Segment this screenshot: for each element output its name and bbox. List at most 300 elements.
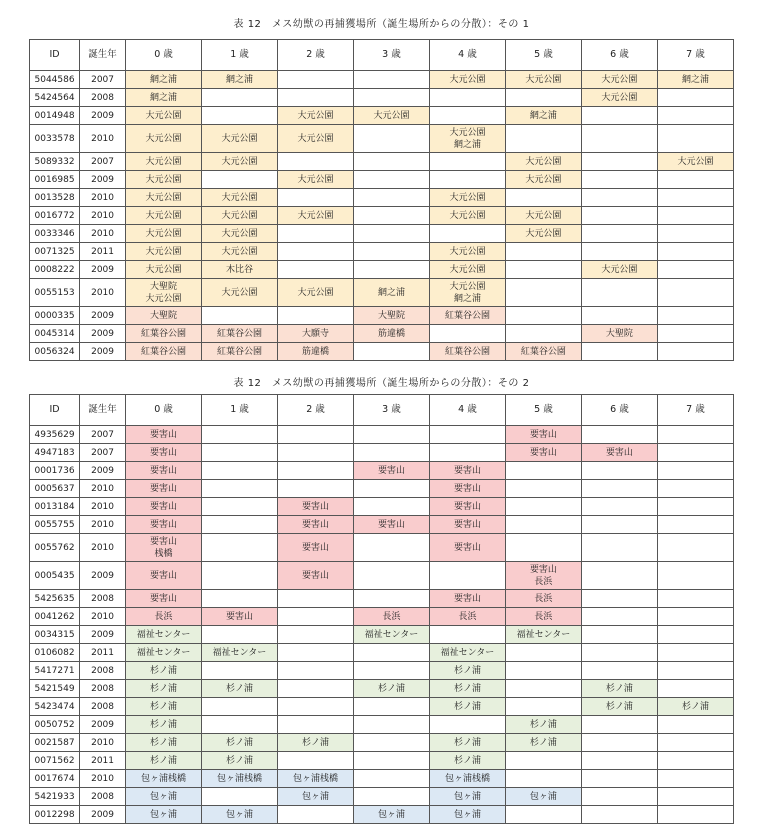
- location-cell: 杉ノ浦: [505, 734, 581, 752]
- location-cell: 要害山: [505, 444, 581, 462]
- location-cell: 包ヶ浦桟橋: [202, 770, 278, 788]
- table-row: [30, 325, 734, 343]
- location-cell: [581, 480, 657, 498]
- location-cell: 杉ノ浦: [126, 716, 202, 734]
- location-cell: [581, 426, 657, 444]
- location-cell: [277, 462, 353, 480]
- location-cell: 要害山: [126, 426, 202, 444]
- location-cell: [657, 806, 733, 824]
- location-cell: [277, 626, 353, 644]
- column-header: 2 歳: [277, 395, 353, 426]
- table-row: [30, 680, 734, 698]
- column-header: ID: [30, 40, 80, 71]
- birth-year-cell: 2010: [80, 225, 126, 243]
- id-cell: 4947183: [30, 444, 80, 462]
- table-row: [30, 752, 734, 770]
- location-cell: 大聖院: [581, 325, 657, 343]
- location-cell: [581, 662, 657, 680]
- table-row: [30, 626, 734, 644]
- location-cell: 大聖院: [353, 307, 429, 325]
- id-cell: 0034315: [30, 626, 80, 644]
- column-header: 3 歳: [353, 40, 429, 71]
- location-cell: 要害山: [126, 444, 202, 462]
- id-cell: 0012298: [30, 806, 80, 824]
- birth-year-cell: 2008: [80, 698, 126, 716]
- location-cell: [353, 644, 429, 662]
- location-cell: [505, 480, 581, 498]
- location-cell: 大元公園: [429, 261, 505, 279]
- id-cell: 5417271: [30, 662, 80, 680]
- birth-year-cell: 2010: [80, 189, 126, 207]
- location-cell: 大元公園: [126, 189, 202, 207]
- location-cell: [657, 498, 733, 516]
- location-cell: [657, 207, 733, 225]
- location-cell: [581, 498, 657, 516]
- location-cell: 要害山: [277, 534, 353, 562]
- location-cell: [657, 644, 733, 662]
- location-cell: [429, 325, 505, 343]
- location-cell: [353, 534, 429, 562]
- id-cell: 5089332: [30, 153, 80, 171]
- location-cell: 大元公園: [126, 225, 202, 243]
- location-cell: [581, 207, 657, 225]
- location-cell: [353, 444, 429, 462]
- location-cell: 大元公園: [126, 243, 202, 261]
- location-cell: [429, 171, 505, 189]
- location-cell: [353, 243, 429, 261]
- location-cell: [429, 153, 505, 171]
- location-cell: 大元公園: [505, 71, 581, 89]
- location-cell: [581, 734, 657, 752]
- table-row: [30, 562, 734, 590]
- location-cell: 福祉センター: [505, 626, 581, 644]
- location-cell: [581, 225, 657, 243]
- column-header: 7 歳: [657, 40, 733, 71]
- column-header: ID: [30, 395, 80, 426]
- table-row: [30, 125, 734, 153]
- recapture-table-part1: [29, 39, 734, 361]
- birth-year-cell: 2008: [80, 590, 126, 608]
- location-cell: 包ヶ浦: [353, 806, 429, 824]
- location-cell: 杉ノ浦: [126, 662, 202, 680]
- location-cell: 大元公園: [581, 261, 657, 279]
- table-row: [30, 189, 734, 207]
- location-cell: 福祉センター: [202, 644, 278, 662]
- location-cell: 大元公園: [505, 225, 581, 243]
- location-cell: [277, 716, 353, 734]
- location-cell: 要害山: [353, 516, 429, 534]
- location-cell: 大元公園: [202, 279, 278, 307]
- id-cell: 0001736: [30, 462, 80, 480]
- location-cell: 大元公園: [429, 243, 505, 261]
- id-cell: 5421549: [30, 680, 80, 698]
- id-cell: 0033578: [30, 125, 80, 153]
- location-cell: [581, 243, 657, 261]
- table-row: [30, 171, 734, 189]
- table2-header-row: [30, 395, 734, 426]
- location-cell: 大元公園: [126, 171, 202, 189]
- location-cell: [657, 716, 733, 734]
- location-cell: [202, 498, 278, 516]
- birth-year-cell: 2008: [80, 788, 126, 806]
- location-cell: 要害山: [429, 534, 505, 562]
- location-cell: 長浜: [505, 608, 581, 626]
- location-cell: 筋違橋: [277, 343, 353, 361]
- location-cell: [657, 534, 733, 562]
- birth-year-cell: 2008: [80, 662, 126, 680]
- location-cell: [581, 125, 657, 153]
- location-cell: [202, 626, 278, 644]
- location-cell: 杉ノ浦: [126, 680, 202, 698]
- location-cell: 要害山: [429, 516, 505, 534]
- table-row: [30, 788, 734, 806]
- location-cell: [353, 770, 429, 788]
- column-header: 0 歳: [126, 40, 202, 71]
- location-cell: 杉ノ浦: [277, 734, 353, 752]
- location-cell: 包ヶ浦: [429, 788, 505, 806]
- location-cell: 包ヶ浦桟橋: [126, 770, 202, 788]
- location-cell: 大元公園: [126, 207, 202, 225]
- location-cell: [353, 480, 429, 498]
- table-row: [30, 480, 734, 498]
- location-cell: [505, 770, 581, 788]
- location-cell: 紅葉谷公園: [202, 325, 278, 343]
- location-cell: [353, 125, 429, 153]
- location-cell: [505, 189, 581, 207]
- table-row: [30, 307, 734, 325]
- location-cell: [277, 752, 353, 770]
- location-cell: [202, 534, 278, 562]
- id-cell: 0071562: [30, 752, 80, 770]
- table-row: [30, 590, 734, 608]
- location-cell: 杉ノ浦: [126, 734, 202, 752]
- location-cell: [353, 207, 429, 225]
- id-cell: 0017674: [30, 770, 80, 788]
- location-cell: 要害山: [429, 462, 505, 480]
- location-cell: 網之浦: [505, 107, 581, 125]
- table-row: [30, 207, 734, 225]
- location-cell: 筋違橋: [353, 325, 429, 343]
- location-cell: 長浜: [353, 608, 429, 626]
- location-cell: [657, 307, 733, 325]
- location-cell: 木比谷: [202, 261, 278, 279]
- location-cell: [202, 89, 278, 107]
- location-cell: 福祉センター: [429, 644, 505, 662]
- birth-year-cell: 2008: [80, 680, 126, 698]
- location-cell: [277, 590, 353, 608]
- birth-year-cell: 2010: [80, 480, 126, 498]
- location-cell: 大元公園: [353, 107, 429, 125]
- location-cell: [353, 788, 429, 806]
- id-cell: 5423474: [30, 698, 80, 716]
- location-cell: [202, 444, 278, 462]
- birth-year-cell: 2010: [80, 608, 126, 626]
- location-cell: 網之浦: [126, 89, 202, 107]
- table-row: [30, 734, 734, 752]
- location-cell: 杉ノ浦: [657, 698, 733, 716]
- location-cell: [657, 680, 733, 698]
- table-row: [30, 644, 734, 662]
- location-cell: [277, 89, 353, 107]
- table-row: [30, 89, 734, 107]
- location-cell: [202, 562, 278, 590]
- location-cell: [505, 698, 581, 716]
- location-cell: [657, 734, 733, 752]
- location-cell: [202, 698, 278, 716]
- id-cell: 0005637: [30, 480, 80, 498]
- location-cell: 大元公園 網之浦: [429, 279, 505, 307]
- location-cell: 要害山: [429, 480, 505, 498]
- location-cell: [429, 225, 505, 243]
- table-row: [30, 225, 734, 243]
- location-cell: [505, 662, 581, 680]
- location-cell: [353, 716, 429, 734]
- location-cell: 網之浦: [202, 71, 278, 89]
- birth-year-cell: 2009: [80, 261, 126, 279]
- table-row: [30, 716, 734, 734]
- id-cell: 5044586: [30, 71, 80, 89]
- location-cell: [657, 752, 733, 770]
- location-cell: [277, 189, 353, 207]
- location-cell: [353, 498, 429, 516]
- location-cell: 長浜: [429, 608, 505, 626]
- location-cell: 要害山: [353, 462, 429, 480]
- location-cell: [277, 644, 353, 662]
- location-cell: [657, 325, 733, 343]
- location-cell: 包ヶ浦: [202, 806, 278, 824]
- location-cell: [581, 562, 657, 590]
- location-cell: 要害山: [126, 590, 202, 608]
- location-cell: [277, 307, 353, 325]
- id-cell: 0005435: [30, 562, 80, 590]
- recapture-table-part2: [29, 394, 734, 824]
- location-cell: [429, 107, 505, 125]
- table-row: [30, 698, 734, 716]
- location-cell: [202, 480, 278, 498]
- table-row: [30, 153, 734, 171]
- location-cell: [657, 225, 733, 243]
- location-cell: 大聖院: [126, 307, 202, 325]
- location-cell: [353, 171, 429, 189]
- location-cell: 大元公園: [429, 71, 505, 89]
- location-cell: 杉ノ浦: [429, 680, 505, 698]
- location-cell: [353, 662, 429, 680]
- id-cell: 0013184: [30, 498, 80, 516]
- id-cell: 0050752: [30, 716, 80, 734]
- location-cell: [581, 770, 657, 788]
- column-header: 誕生年: [80, 40, 126, 71]
- location-cell: [505, 752, 581, 770]
- location-cell: [581, 189, 657, 207]
- location-cell: [353, 71, 429, 89]
- location-cell: 杉ノ浦: [126, 752, 202, 770]
- location-cell: [202, 307, 278, 325]
- location-cell: [657, 608, 733, 626]
- location-cell: 要害山: [126, 498, 202, 516]
- location-cell: [353, 261, 429, 279]
- column-header: 3 歳: [353, 395, 429, 426]
- location-cell: 杉ノ浦: [202, 680, 278, 698]
- table-row: [30, 426, 734, 444]
- birth-year-cell: 2010: [80, 207, 126, 225]
- id-cell: 0056324: [30, 343, 80, 361]
- column-header: 1 歳: [202, 40, 278, 71]
- location-cell: 要害山: [581, 444, 657, 462]
- location-cell: [657, 171, 733, 189]
- id-cell: 5425635: [30, 590, 80, 608]
- location-cell: 杉ノ浦: [505, 716, 581, 734]
- table-row: [30, 462, 734, 480]
- location-cell: [581, 608, 657, 626]
- location-cell: 杉ノ浦: [202, 752, 278, 770]
- birth-year-cell: 2010: [80, 498, 126, 516]
- location-cell: [581, 462, 657, 480]
- location-cell: 大元公園: [429, 207, 505, 225]
- table-row: [30, 279, 734, 307]
- id-cell: 0014948: [30, 107, 80, 125]
- location-cell: [657, 343, 733, 361]
- location-cell: 要害山: [126, 516, 202, 534]
- location-cell: [277, 153, 353, 171]
- location-cell: 杉ノ浦: [429, 698, 505, 716]
- location-cell: [657, 626, 733, 644]
- location-cell: [581, 307, 657, 325]
- location-cell: 要害山: [202, 608, 278, 626]
- table-row: [30, 534, 734, 562]
- location-cell: [657, 107, 733, 125]
- column-header: 5 歳: [505, 395, 581, 426]
- location-cell: 福祉センター: [353, 626, 429, 644]
- birth-year-cell: 2008: [80, 89, 126, 107]
- location-cell: 大元公園: [126, 125, 202, 153]
- birth-year-cell: 2009: [80, 107, 126, 125]
- birth-year-cell: 2009: [80, 806, 126, 824]
- location-cell: [353, 590, 429, 608]
- location-cell: [429, 89, 505, 107]
- location-cell: 包ヶ浦: [126, 806, 202, 824]
- location-cell: 要害山 桟橋: [126, 534, 202, 562]
- location-cell: [353, 89, 429, 107]
- location-cell: [505, 279, 581, 307]
- location-cell: [353, 426, 429, 444]
- location-cell: 要害山: [126, 462, 202, 480]
- location-cell: 大元公園 網之浦: [429, 125, 505, 153]
- location-cell: [277, 698, 353, 716]
- table-row: [30, 516, 734, 534]
- location-cell: [505, 680, 581, 698]
- location-cell: 紅葉谷公園: [505, 343, 581, 361]
- birth-year-cell: 2009: [80, 307, 126, 325]
- table-row: [30, 662, 734, 680]
- id-cell: 0021587: [30, 734, 80, 752]
- column-header: 6 歳: [581, 395, 657, 426]
- birth-year-cell: 2007: [80, 153, 126, 171]
- location-cell: 福祉センター: [126, 644, 202, 662]
- id-cell: 0055153: [30, 279, 80, 307]
- birth-year-cell: 2010: [80, 534, 126, 562]
- location-cell: [429, 562, 505, 590]
- location-cell: 大元公園: [202, 207, 278, 225]
- location-cell: [277, 806, 353, 824]
- location-cell: [581, 788, 657, 806]
- birth-year-cell: 2007: [80, 71, 126, 89]
- id-cell: 0016772: [30, 207, 80, 225]
- location-cell: [429, 716, 505, 734]
- location-cell: 大聖院 大元公園: [126, 279, 202, 307]
- birth-year-cell: 2010: [80, 770, 126, 788]
- location-cell: [657, 562, 733, 590]
- birth-year-cell: 2009: [80, 171, 126, 189]
- location-cell: [657, 444, 733, 462]
- location-cell: [657, 662, 733, 680]
- location-cell: 大元公園: [277, 279, 353, 307]
- location-cell: 包ヶ浦: [277, 788, 353, 806]
- table-row: [30, 261, 734, 279]
- id-cell: 4935629: [30, 426, 80, 444]
- location-cell: [657, 788, 733, 806]
- location-cell: [277, 261, 353, 279]
- location-cell: [657, 590, 733, 608]
- table1-header-row: [30, 40, 734, 71]
- location-cell: [202, 716, 278, 734]
- location-cell: 杉ノ浦: [429, 752, 505, 770]
- location-cell: [505, 125, 581, 153]
- location-cell: 大元公園: [277, 207, 353, 225]
- location-cell: [277, 444, 353, 462]
- location-cell: 長浜: [126, 608, 202, 626]
- id-cell: 0041262: [30, 608, 80, 626]
- column-header: 0 歳: [126, 395, 202, 426]
- birth-year-cell: 2010: [80, 734, 126, 752]
- location-cell: 杉ノ浦: [581, 698, 657, 716]
- table2-caption: 表 12 メス幼獣の再捕獲場所（誕生場所からの分散）：その 2: [233, 378, 530, 389]
- location-cell: 長浜: [505, 590, 581, 608]
- table1-body: [30, 71, 734, 361]
- location-cell: [505, 498, 581, 516]
- location-cell: 杉ノ浦: [202, 734, 278, 752]
- location-cell: 大元公園: [505, 153, 581, 171]
- location-cell: 大元公園: [202, 153, 278, 171]
- location-cell: [657, 189, 733, 207]
- location-cell: [581, 279, 657, 307]
- id-cell: 0033346: [30, 225, 80, 243]
- table-row: [30, 770, 734, 788]
- location-cell: [657, 243, 733, 261]
- location-cell: [505, 534, 581, 562]
- location-cell: 大元公園: [429, 189, 505, 207]
- column-header: 1 歳: [202, 395, 278, 426]
- id-cell: 0016985: [30, 171, 80, 189]
- id-cell: 5424564: [30, 89, 80, 107]
- location-cell: 杉ノ浦: [429, 662, 505, 680]
- location-cell: 紅葉谷公園: [429, 343, 505, 361]
- column-header: 6 歳: [581, 40, 657, 71]
- location-cell: 網之浦: [353, 279, 429, 307]
- id-cell: 0106082: [30, 644, 80, 662]
- table1-caption: 表 12 メス幼獣の再捕獲場所（誕生場所からの分散）：その 1: [233, 19, 530, 30]
- location-cell: 大元公園: [202, 189, 278, 207]
- location-cell: [353, 698, 429, 716]
- column-header: 7 歳: [657, 395, 733, 426]
- location-cell: [657, 426, 733, 444]
- table-row: [30, 107, 734, 125]
- id-cell: 0045314: [30, 325, 80, 343]
- location-cell: [277, 71, 353, 89]
- location-cell: [202, 662, 278, 680]
- location-cell: [429, 444, 505, 462]
- location-cell: [429, 626, 505, 644]
- location-cell: [581, 716, 657, 734]
